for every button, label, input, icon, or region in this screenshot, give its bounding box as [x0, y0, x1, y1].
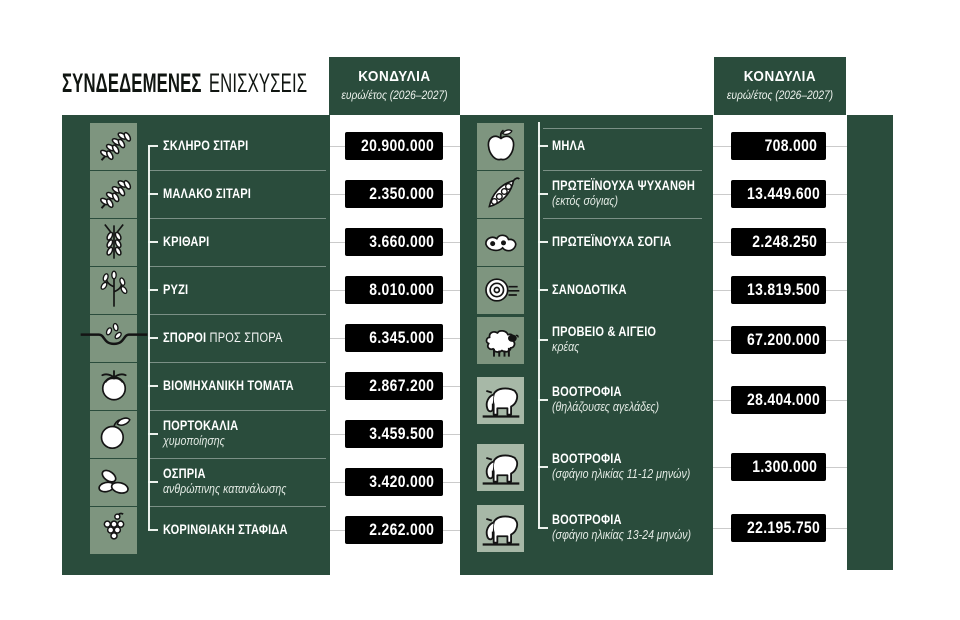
row-label: ΒΙΟΜΗΧΑΝΙΚΗ ΤΟΜΑΤΑ [163, 377, 294, 393]
row-sheep-goat-meat [460, 314, 847, 366]
row-protein-legumes [460, 170, 847, 218]
connector-bracket [137, 362, 163, 410]
connector-line [330, 530, 345, 531]
cow-icon [477, 444, 524, 491]
connector-line [713, 290, 731, 291]
row-industrial-tomato [62, 362, 460, 410]
funds-header-right [714, 57, 846, 115]
connector-line [826, 400, 847, 401]
row-labels [163, 234, 330, 250]
funds-header-title: ΚΟΝΔΥΛΙΑ [743, 68, 817, 85]
row-separator [149, 410, 326, 411]
row-sublabel: (θηλάζουσες αγελάδες) [552, 400, 660, 415]
row-label: ΜΗΛΑ [552, 137, 586, 153]
row-separator [149, 458, 326, 459]
row-separator [149, 218, 326, 219]
row-label: ΣΚΛΗΡΟ ΣΙΤΑΡΙ [163, 137, 249, 153]
value-box: 708.000 [731, 132, 826, 160]
value-lane [713, 276, 847, 304]
value-box: 3.660.000 [345, 228, 443, 256]
connector-bracket [524, 434, 552, 500]
connector-line [443, 194, 460, 195]
value-lane [330, 468, 460, 496]
value-lane [713, 228, 847, 256]
connector-line [443, 242, 460, 243]
row-sublabel: χυμοποίησης [163, 434, 225, 449]
connector-line [713, 146, 731, 147]
connector-bracket [524, 122, 552, 170]
value-box: 22.195.750 [731, 514, 826, 542]
value-box: 67.200.000 [731, 326, 826, 354]
row-protein-soy [460, 218, 847, 266]
connector-line [330, 482, 345, 483]
row-labels [552, 512, 713, 544]
value-box: 28.404.000 [731, 386, 826, 414]
connector-bracket [524, 314, 552, 366]
connector-line [826, 528, 847, 529]
wheat-icon [90, 123, 137, 170]
row-labels [163, 138, 330, 154]
connector-line [330, 338, 345, 339]
connector-line [443, 530, 460, 531]
row-sublabel: κρέας [552, 340, 580, 355]
right-column [460, 115, 847, 556]
row-cattle-suckler-cows [460, 366, 847, 434]
row-label: ΚΡΙΘΑΡΙ [163, 233, 210, 249]
value-lane [713, 386, 847, 414]
value-lane [330, 420, 460, 448]
value-lane [330, 372, 460, 400]
connector-bracket [137, 410, 163, 458]
row-label: ΠΡΩΤΕΪΝΟΥΧΑ ΨΥΧΑΝΘΗ [552, 178, 696, 194]
connector-line [443, 386, 460, 387]
left-column [62, 115, 460, 554]
row-soft-wheat [62, 170, 460, 218]
page-title-regular: ΕΝΙΣΧΥΣΕΙΣ [208, 68, 308, 98]
value-lane [330, 516, 460, 544]
connector-line [443, 146, 460, 147]
connector-bracket [137, 314, 163, 362]
sheep-icon [477, 317, 524, 364]
row-labels [163, 282, 330, 298]
barley-icon [90, 219, 137, 266]
connector-line [826, 340, 847, 341]
row-barley [62, 218, 460, 266]
funds-header-subtitle: ευρώ/έτος (2026–2027) [726, 88, 834, 102]
cow-icon [477, 377, 524, 424]
row-label: ΠΟΡΤΟΚΑΛΙΑ [163, 418, 239, 434]
row-cattle-slaughter-11-12 [460, 434, 847, 500]
connector-line [713, 400, 731, 401]
connector-bracket [137, 170, 163, 218]
row-label: ΠΡΟΒΕΙΟ & ΑΙΓΕΙΟ [552, 324, 657, 340]
row-pulses [62, 458, 460, 506]
row-labels [552, 234, 713, 250]
value-lane [713, 132, 847, 160]
connector-bracket [137, 506, 163, 554]
row-separator [149, 170, 326, 171]
connector-line [826, 146, 847, 147]
right-edge-strip [847, 115, 893, 570]
row-rice [62, 266, 460, 314]
connector-line [443, 482, 460, 483]
value-box: 20.900.000 [345, 132, 443, 160]
row-labels [163, 186, 330, 202]
row-labels [163, 378, 330, 394]
row-sublabel: (σφάγιο ηλικίας 13-24 μηνών) [552, 528, 692, 543]
connector-line [713, 340, 731, 341]
connector-line [826, 194, 847, 195]
row-separator [543, 128, 702, 129]
row-labels [552, 282, 713, 298]
value-lane [330, 324, 460, 352]
apple-icon [477, 123, 524, 170]
soybean-icon [477, 219, 524, 266]
value-box: 2.248.250 [731, 228, 826, 256]
row-fodder-crops [460, 266, 847, 314]
row-separator [149, 314, 326, 315]
row-sublabel: (σφάγιο ηλικίας 11-12 μηνών) [552, 467, 691, 482]
rice-icon [90, 267, 137, 314]
row-label: ΜΑΛΑΚΟ ΣΙΤΑΡΙ [163, 185, 252, 201]
connector-line [330, 146, 345, 147]
row-sublabel: ανθρώπινης κατανάλωσης [163, 482, 287, 497]
seeds-icon [90, 315, 137, 362]
value-lane [330, 180, 460, 208]
row-separator [543, 218, 702, 219]
row-label: ΡΥΖΙ [163, 281, 189, 297]
connector-line [330, 386, 345, 387]
value-box: 2.867.200 [345, 372, 443, 400]
row-cattle-slaughter-13-24 [460, 500, 847, 556]
connector-line [713, 194, 731, 195]
connector-bracket [524, 266, 552, 314]
orange-icon [90, 411, 137, 458]
row-labels [552, 138, 713, 154]
connector-bracket [137, 458, 163, 506]
row-label: ΣΠΟΡΟΙ ΠΡΟΣ ΣΠΟΡΑ [163, 329, 283, 345]
connector-line [330, 194, 345, 195]
connector-line [330, 434, 345, 435]
value-lane [713, 326, 847, 354]
connector-line [713, 242, 731, 243]
connector-line [826, 467, 847, 468]
connector-bracket [137, 266, 163, 314]
wheat-icon [90, 171, 137, 218]
value-box: 6.345.000 [345, 324, 443, 352]
row-seeds-for-sowing [62, 314, 460, 362]
row-labels [552, 451, 713, 483]
value-lane [713, 514, 847, 542]
connector-bracket [524, 170, 552, 218]
connector-line [330, 242, 345, 243]
row-corinthian-raisin [62, 506, 460, 554]
connector-line [443, 290, 460, 291]
value-box: 2.350.000 [345, 180, 443, 208]
row-label: ΒΟΟΤΡΟΦΙΑ [552, 512, 622, 528]
row-label: ΟΣΠΡΙΑ [163, 466, 206, 482]
connector-line [443, 434, 460, 435]
cow-icon [477, 505, 524, 552]
connector-line [713, 528, 731, 529]
row-label: ΠΡΩΤΕΪΝΟΥΧΑ ΣΟΓΙΑ [552, 233, 672, 249]
funds-header-subtitle: ευρώ/έτος (2026–2027) [341, 88, 448, 102]
page-title [62, 70, 307, 97]
connector-line [330, 290, 345, 291]
funds-header-left [329, 57, 460, 115]
value-box: 13.449.600 [731, 180, 826, 208]
row-label: ΚΟΡΙΝΘΙΑΚΗ ΣΤΑΦΙΔΑ [163, 521, 288, 537]
tomato-icon [90, 363, 137, 410]
row-separator [149, 266, 326, 267]
row-labels [552, 178, 713, 210]
value-lane [713, 453, 847, 481]
beans-icon [90, 459, 137, 506]
connector-line [826, 242, 847, 243]
row-labels [552, 384, 713, 416]
connector-bracket [524, 500, 552, 556]
row-labels [552, 324, 713, 356]
page-title-bold: ΣΥΝΔΕΔΕΜΕΝΕΣ [62, 68, 202, 98]
connector-line [713, 467, 731, 468]
value-box: 3.459.500 [345, 420, 443, 448]
value-lane [330, 276, 460, 304]
funds-header-title: ΚΟΝΔΥΛΙΑ [358, 68, 431, 85]
row-labels [163, 466, 330, 498]
connector-line [826, 290, 847, 291]
grapes-icon [90, 507, 137, 554]
connector-bracket [137, 122, 163, 170]
row-oranges-for-juice [62, 410, 460, 458]
connector-bracket [524, 366, 552, 434]
value-box: 1.300.000 [731, 453, 826, 481]
value-lane [330, 228, 460, 256]
row-label: ΒΟΟΤΡΟΦΙΑ [552, 451, 622, 467]
row-sublabel: (εκτός σόγιας) [552, 194, 619, 209]
row-label: ΣΑΝΟΔΟΤΙΚΑ [552, 281, 627, 297]
row-durum-wheat [62, 122, 460, 170]
row-labels [163, 418, 330, 450]
row-label: ΒΟΟΤΡΟΦΙΑ [552, 384, 622, 400]
connector-line [443, 338, 460, 339]
row-separator [149, 362, 326, 363]
hay-bale-icon [477, 267, 524, 314]
row-separator [149, 506, 326, 507]
row-labels [163, 330, 330, 346]
value-box: 2.262.000 [345, 516, 443, 544]
row-apples [460, 122, 847, 170]
value-box: 13.819.500 [731, 276, 826, 304]
value-box: 8.010.000 [345, 276, 443, 304]
value-lane [330, 132, 460, 160]
connector-bracket [524, 218, 552, 266]
value-box: 3.420.000 [345, 468, 443, 496]
value-lane [713, 180, 847, 208]
row-separator [543, 170, 702, 171]
row-labels [163, 522, 330, 538]
pea-pod-icon [477, 171, 524, 218]
connector-bracket [137, 218, 163, 266]
